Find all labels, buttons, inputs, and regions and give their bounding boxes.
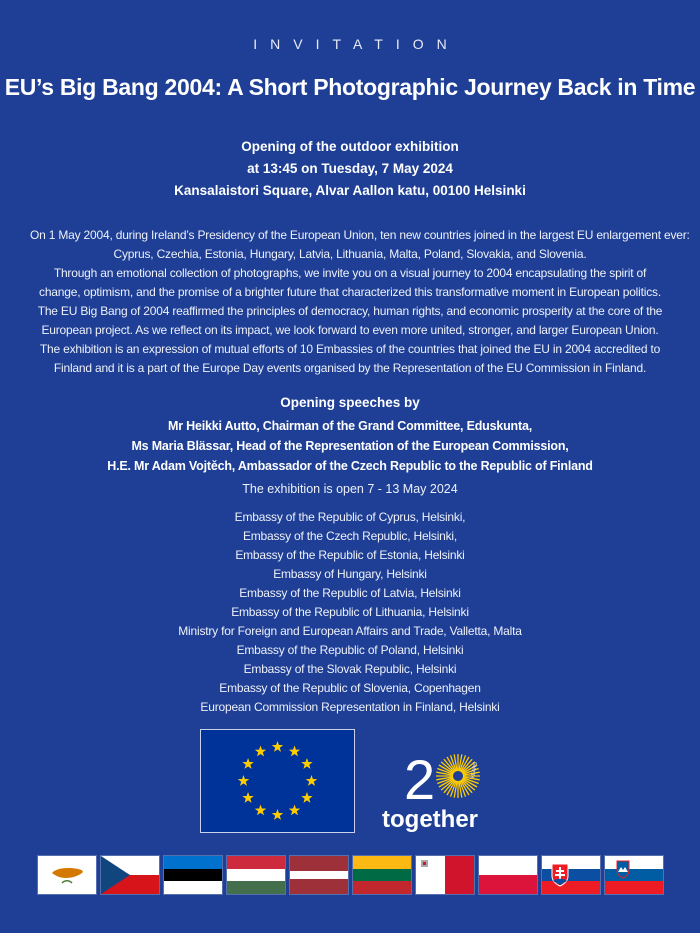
organizer-item: Embassy of Hungary, Helsinki [273,567,427,581]
speaker-item: H.E. Mr Adam Vojtěch, Ambassador of the Czech Republic to the Republic of Finland [107,459,593,473]
event-line-time: at 13:45 on Tuesday, 7 May 2024 [247,161,453,176]
lithuania-flag-icon [353,856,411,894]
czech-flag-icon [101,856,159,894]
invitation-kicker: INVITATION [253,36,460,52]
organizer-item: Embassy of the Czech Republic, Helsinki, [242,529,458,543]
body-line: The exhibition is an expression of mutual efforts of 10 Embassies of the countries that joined the EU in 2004 accredited to [39,342,661,356]
organizer-item: Embassy of the Republic of Estonia, Helsinki [235,548,465,562]
event-line-venue: Kansalaistori Square, Alvar Aallon katu, 00100 Helsinki [174,183,526,198]
eu-star-icon [306,775,317,786]
malta-flag-icon [416,856,474,894]
organizers-list [0,508,700,717]
body-line: Through an emotional collection of photographs, we invite you on a visual journey to 2004 encapsulating the spirit of [53,266,647,280]
event-details [0,136,700,202]
poland-flag-icon [479,856,537,894]
estonia-flag-icon [164,856,222,894]
organizer-item: Ministry for Foreign and European Affairs and Trade, Valletta, Malta [178,624,522,638]
eu-star-icon [242,792,253,803]
eu-star-icon [242,758,253,769]
organizer-item: Embassy of the Republic of Lithuania, Helsinki [231,605,469,619]
page-title: EU’s Big Bang 2004: A Short Photographic Journey Back in Time [4,74,696,100]
exhibition-dates: The exhibition is open 7 - 13 May 2024 [242,482,458,496]
cyprus-flag-icon [38,856,96,894]
slovakia-flag-icon [542,856,600,894]
eu-star-icon [289,804,300,815]
latvia-flag-icon [290,856,348,894]
speakers-list [0,416,700,476]
logo-word-together: together [382,806,478,833]
eu-star-icon [272,741,283,752]
organizer-item: European Commission Representation in Finland, Helsinki [200,700,500,714]
logo-years-label: YEARS [470,761,479,780]
eu-star-icon [238,775,249,786]
eu-star-icon [301,758,312,769]
logo-digit-two: 2 [404,748,436,811]
body-line: European project. As we reflect on its impact, we look forward to even more united, stronger, and larger European Union. [41,323,659,337]
eu-flag-icon [200,729,355,833]
speaker-item: Mr Heikki Autto, Chairman of the Grand Committee, Eduskunta, [168,419,532,433]
eu-star-icon [272,809,283,820]
body-text [30,226,690,378]
body-line: The EU Big Bang of 2004 reaffirmed the principles of democracy, human rights, and economic prosperity at the core of the [37,304,663,318]
speaker-item: Ms Maria Blässar, Head of the Representation of the European Commission, [131,439,569,453]
slovenia-flag-icon [605,856,663,894]
organizer-item: Embassy of the Republic of Latvia, Helsinki [239,586,461,600]
eu-star-icon [255,746,266,757]
organizer-item: Embassy of the Slovak Republic, Helsinki [243,662,457,676]
body-line: Finland and it is a part of the Europe Day events organised by the Representation of the EU Commission in Finland. [53,361,647,375]
twenty-years-together-logo [378,743,508,835]
eu-star-icon [255,804,266,815]
speeches-heading: Opening speeches by [280,395,420,410]
organizer-item: Embassy of the Republic of Cyprus, Helsinki, [234,510,466,524]
eu-star-icon [289,746,300,757]
organizer-item: Embassy of the Republic of Slovenia, Copenhagen [219,681,481,695]
body-line: change, optimism, and the promise of a brighter future that characterized this transformative moment in European politics. [39,285,661,299]
eu-star-icon [301,792,312,803]
body-line: Cyprus, Czechia, Estonia, Hungary, Latvia, Lithuania, Malta, Poland, Slovakia, and Slovenia. [113,247,587,261]
member-flags-row [38,856,662,896]
organizer-item: Embassy of the Republic of Poland, Helsinki [236,643,464,657]
hungary-flag-icon [227,856,285,894]
event-line-opening: Opening of the outdoor exhibition [241,139,459,154]
body-line: On 1 May 2004, during Ireland’s Presidency of the European Union, ten new countries joined in the largest EU enlargement ever: [30,228,690,242]
